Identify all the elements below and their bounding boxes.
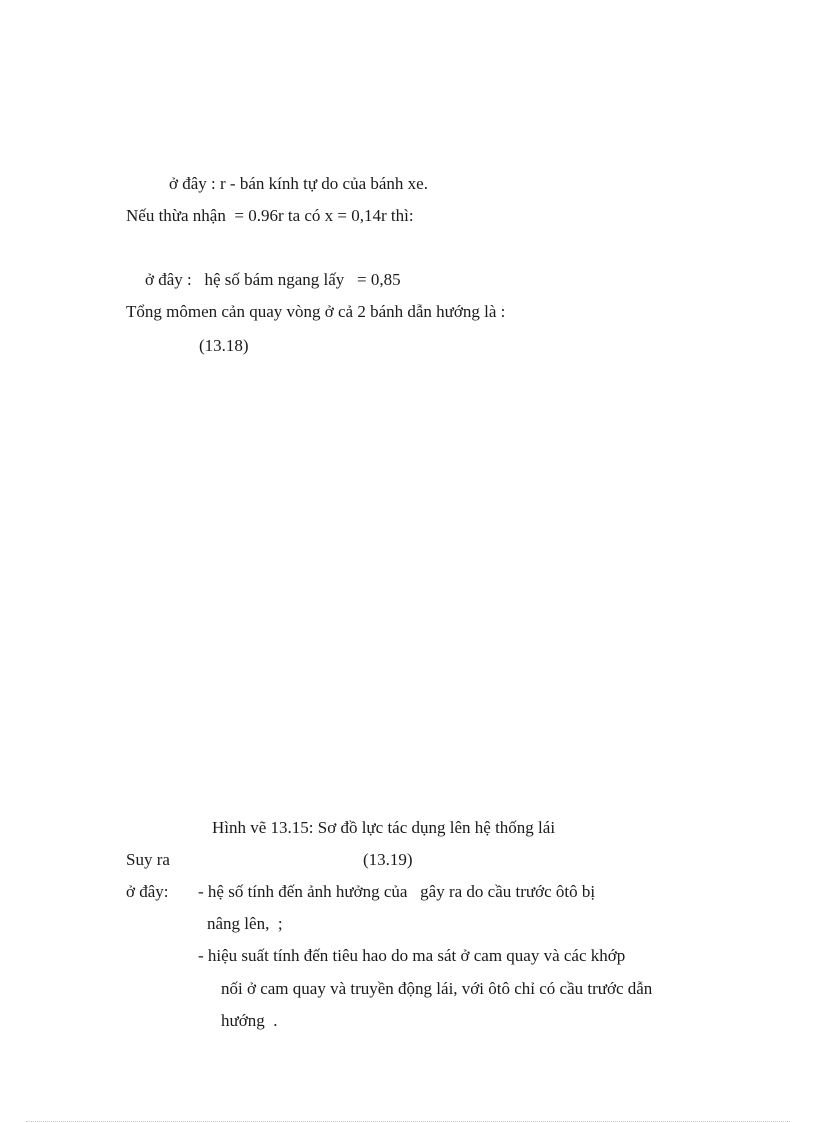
list-item-2-line-2: nối ở cam quay và truyền động lái, với ôtô chỉ có cầu trước dẫn — [221, 979, 653, 998]
text-line-assumption: Nếu thừa nhận = 0.96r ta có x = 0,14r thì: — [126, 206, 414, 225]
figure-caption: Hình vẽ 13.15: Sơ đồ lực tác dụng lên hệ thống lái — [212, 818, 556, 837]
equation-number-13-18: (13.18) — [199, 336, 249, 355]
text-line-definition-r: ở đây : r - bán kính tự do của bánh xe. — [169, 174, 428, 193]
list-item-2-line-3: hướng . — [221, 1011, 278, 1030]
list-item-2-line-1: - hiệu suất tính đến tiêu hao do ma sát ở cam quay và các khớp — [198, 946, 626, 965]
page-bottom-rule — [26, 1121, 790, 1122]
text-line-total-moment: Tổng mômen cản quay vòng ở cả 2 bánh dẫn hướng là : — [126, 302, 506, 321]
text-o-day: ở đây: — [126, 882, 169, 901]
equation-number-13-19: (13.19) — [363, 850, 413, 869]
list-item-1-line-1: - hệ số tính đến ảnh hưởng của gây ra do cầu trước ôtô bị — [198, 882, 596, 901]
text-suy-ra: Suy ra — [126, 850, 170, 869]
text-line-adhesion-coefficient: ở đây : hệ số bám ngang lấy = 0,85 — [145, 270, 401, 289]
list-item-1-line-2: nâng lên, ; — [207, 914, 283, 933]
